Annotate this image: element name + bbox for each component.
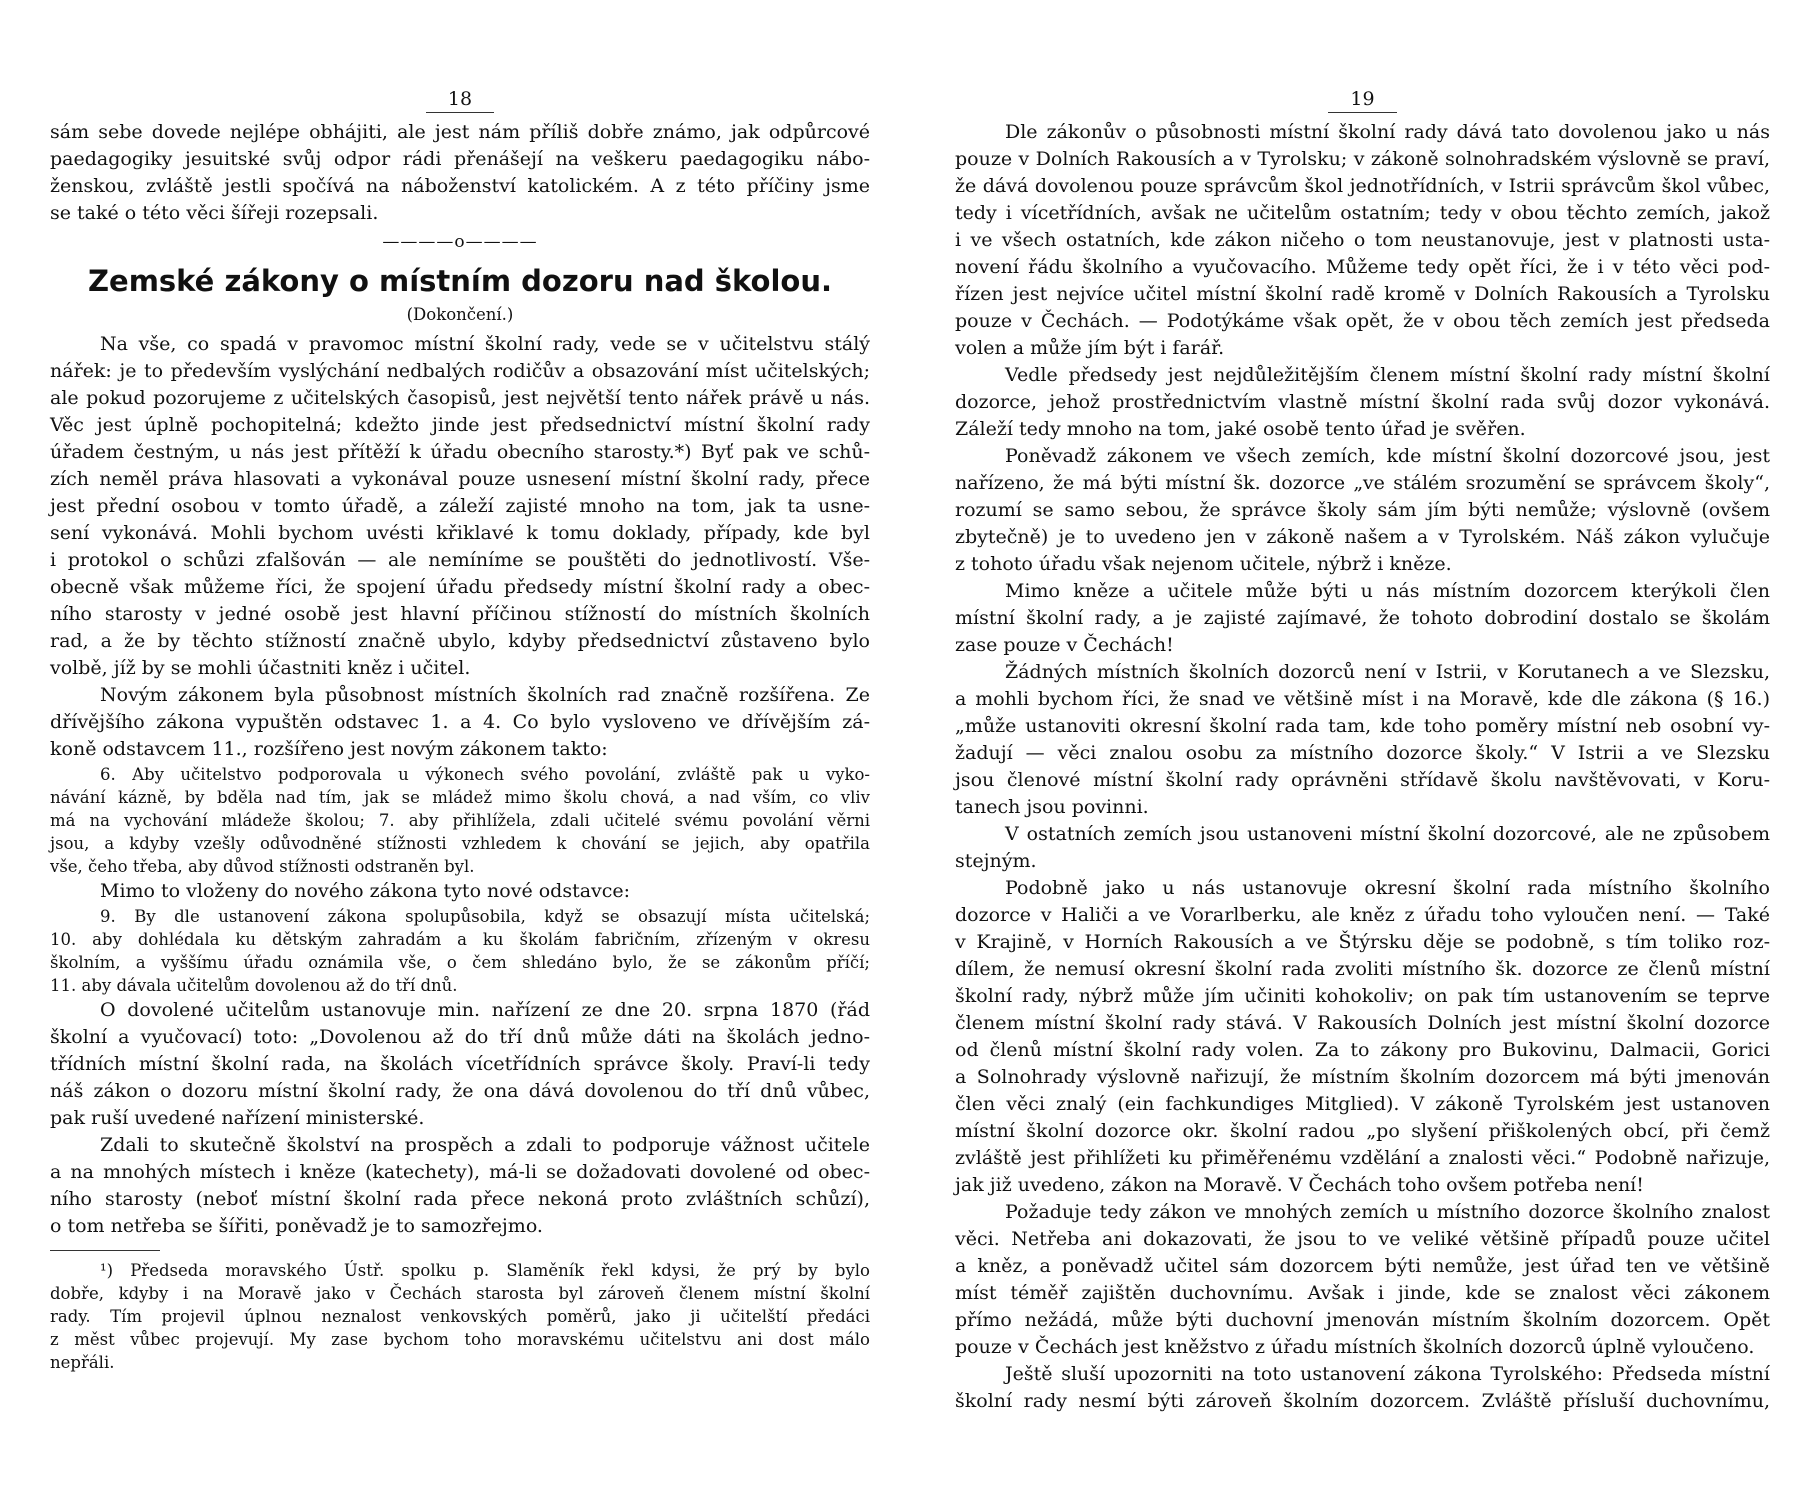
text-line: o tom netřeba se šířiti, poněvadž je to samozřejmo.: [50, 1215, 543, 1237]
paragraph: [955, 1199, 1770, 1361]
text-line: Dle zákonův o působnosti místní školní rady dává tato dovolenou jako u nás: [1005, 121, 1770, 143]
text-line: Mimo kněze a učitele může býti u nás místním dozorcem kterýkoli člen: [1005, 580, 1770, 602]
right-page: [955, 88, 1770, 1415]
paragraph: [50, 878, 870, 905]
text-line: stejným.: [955, 850, 1037, 872]
quoted-law-text: [50, 905, 870, 997]
text-line: dozorce v Haliči a ve Vorarlberku, ale kněz z úřadu toho vyloučen není. — Také: [955, 904, 1770, 926]
text-line: tedy i vícetřídních, avšak ne učitelům ostatním; tedy v obou těchto zemích, jakož: [955, 202, 1770, 224]
text-line: Poněvadž zákonem ve všech zemích, kde místní školní dozorcové jsou, jest: [1005, 445, 1770, 467]
text-line: vše, čeho třeba, aby důvod stížnosti odstraněn byl.: [50, 857, 475, 876]
text-line: jsou, a kdyby vzešly odůvodněné stížnosti vzhledem k chování se jejich, aby opatřila: [50, 834, 870, 853]
text-line: dozorce, jehož prostřednictvím vlastně místní školní rada svůj dozor vykonává.: [955, 391, 1770, 413]
text-line: míst téměř zajištěn duchovnímu. Avšak i jinde, kde se znalost věci zákonem: [955, 1282, 1770, 1304]
text-line: pouze v Čechách. — Podotýkáme však opět, že v obou těch zemích jest předseda: [955, 310, 1770, 332]
text-line: ale pokud pozorujeme z učitelských časopisů, jest největší tento nářek právě u nás.: [50, 387, 870, 409]
paragraph: [955, 875, 1770, 1199]
text-line: přímo nežádá, může býti duchovní jmenován místním školním dozorcem. Opět: [955, 1309, 1770, 1331]
paragraph: [50, 1132, 870, 1240]
text-line: tanech jsou povinni.: [955, 796, 1149, 818]
text-line: školní rady, nýbrž může jím učiniti kohokoliv; on pak tím ustanovením se teprve: [955, 985, 1770, 1007]
paragraph: [955, 362, 1770, 443]
text-line: školní a vyučovací) toto: „Dovolenou až do tří dnů může dáti na školách jedno-: [50, 1026, 870, 1048]
text-line: že dává dovolenou pouze správcům škol jednotřídních, v Istrii správcům škol vůbec,: [955, 175, 1770, 197]
text-line: 11. aby dávala učitelům dovolenou až do tří dnů.: [50, 976, 458, 995]
text-line: dobře, kdyby i na Moravě jako v Čechách starosta byl zároveň členem místní školní: [50, 1284, 870, 1303]
quoted-law-text: [50, 763, 870, 878]
text-line: má na vychování mládeže školou; 7. aby přihlížela, zdali učitelé svému povolání věrni: [50, 811, 870, 830]
text-line: rady. Tím projevil úplnou neznalost venkovských poměrů, jako ji učitelští předáci: [50, 1307, 870, 1326]
text-line: úřadem čestným, u nás jest přítěží k úřadu obecního starosty.*) Byť pak ve schů-: [50, 441, 870, 463]
text-line: volen a může jím být i farář.: [955, 337, 1225, 359]
article-heading: Zemské zákony o místním dozoru nad školou.: [88, 264, 832, 298]
text-line: O dovolené učitelům ustanovuje min. nařízení ze dne 20. srpna 1870 (řád: [100, 999, 870, 1021]
text-line: sení vykonává. Mohli bychom uvésti křiklavé k tomu doklady, případy, kde byl: [50, 522, 870, 544]
paragraph: [955, 578, 1770, 659]
text-line: a Solnohrady výslovně nařizují, že místním školním dozorcem má býti jmenován: [955, 1066, 1770, 1088]
text-line: obecně však můžeme říci, že spojení úřadu předsedy místní školní rady a obec-: [50, 576, 870, 598]
text-line: koně odstavcem 11., rozšířeno jest novým zákonem takto:: [50, 738, 608, 760]
text-line: a kněz, a poněvadž učitel sám dozorcem býti nemůže, jest úřad ten ve většině: [955, 1255, 1770, 1277]
text-line: zích neměl práva hlasovati a vykonával pouze usnesení místní školní rady, přece: [50, 468, 870, 490]
text-line: rad, a že by těchto stížností značně ubylo, kdyby předsednictví zůstaveno bylo: [50, 630, 870, 652]
text-line: jsou členové místní školní rady oprávněni střídavě školu navštěvovati, v Koru-: [955, 769, 1770, 791]
page-number: 18: [50, 88, 870, 113]
text-line: Podobně jako u nás ustanovuje okresní školní rada místního školního: [1005, 877, 1770, 899]
text-line: pouze v Čechách jest kněžstvo z úřadu místních školních dozorců úplně vyloučeno.: [955, 1336, 1755, 1358]
text-line: Na vše, co spadá v pravomoc místní školní rady, vede se v učitelstvu stálý: [100, 333, 870, 355]
text-line: místní školní dozorce okr. školní radou „po slyšení přiškolených obcí, při čemž: [955, 1120, 1770, 1142]
paragraph: [955, 443, 1770, 578]
text-line: paedagogiky jesuitské svůj odpor rádi přenášejí na veškeru paedagogiku nábo-: [50, 148, 870, 170]
text-line: věci. Netřeba ani dokazovati, že jsou to ve veliké většině případů pouze učitel: [955, 1228, 1770, 1250]
text-line: 10. aby dohlédala ku dětským zahradám a ku školám fabričním, zřízeným v okresu: [50, 930, 870, 949]
intro-paragraph: [50, 119, 870, 227]
text-line: i ve všech ostatních, kde zákon ničeho o tom neustanovuje, jest v platnosti usta-: [955, 229, 1770, 251]
text-line: v Krajině, v Horních Rakousích a ve Štýrsku děje se podobně, s tím toliko roz-: [955, 931, 1770, 953]
paragraph: [955, 1361, 1770, 1415]
text-line: řízen jest nejvíce učitel místní školní radě kromě v Dolních Rakousích a Tyrolsku: [955, 283, 1770, 305]
text-line: od členů místní školní rady volen. Za to zákony pro Bukovinu, Dalmacii, Gorici: [955, 1039, 1770, 1061]
text-line: nářek: je to především vyslýchání nedbalých rodičův a obsazování míst učitelských;: [50, 360, 870, 382]
text-line: z měst vůbec projevují. My zase bychom toho moravskému učitelstvu ani dost málo: [50, 1330, 870, 1349]
page-number: 19: [955, 88, 1770, 113]
text-line: školní rady nesmí býti zároveň školním dozorcem. Zvláště přísluší duchovnímu,: [955, 1390, 1770, 1412]
text-line: pak ruší uvedené nařízení ministerské.: [50, 1107, 425, 1129]
text-line: se také o této věci šířeji rozepsali.: [50, 202, 379, 224]
paragraph: [955, 821, 1770, 875]
text-line: Vedle předsedy jest nejdůležitějším členem místní školní rady místní školní: [1005, 364, 1770, 386]
text-line: ního starosty (neboť místní školní rada přece nekoná proto zvláštních schůzí),: [50, 1188, 870, 1210]
text-line: místní školní rady, a je zajisté zajímavé, že tohoto dobrodiní dostalo se školám: [955, 607, 1770, 629]
footnote: [50, 1259, 870, 1374]
text-line: sám sebe dovede nejlépe obhájiti, ale jest nám příliš dobře známo, jak odpůrcové: [50, 121, 870, 143]
text-line: ¹) Předseda moravského Ústř. spolku p. Slaměník řekl kdysi, že prý by bylo: [100, 1261, 870, 1280]
text-line: Novým zákonem byla působnost místních školních rad značně rozšířena. Ze: [100, 684, 870, 706]
article-subheading: (Dokončení.): [406, 305, 514, 324]
text-line: a mohli bychom říci, že snad ve většině míst i na Moravě, kde dle zákona (§ 16.): [955, 688, 1770, 710]
text-line: novení řádu školního a vyučovacího. Můžeme tedy opět říci, že i v této věci pod-: [955, 256, 1770, 278]
text-line: dílem, že nemusí okresní školní rada zvoliti místního šk. dozorce ze členů místní: [955, 958, 1770, 980]
text-line: třídních místní školní rada, na školách vícetřídních správce školy. Praví-li tedy: [50, 1053, 870, 1075]
text-line: ženskou, zvláště jestli spočívá na náboženství katolickém. A z této příčiny jsme: [50, 175, 870, 197]
paragraph: [50, 997, 870, 1132]
text-line: rozumí se samo sebou, že správce školy sám jím býti nemůže; výslovně (ovšem: [955, 499, 1770, 521]
text-line: dřívějšího zákona vypuštěn odstavec 1. a 4. Co bylo vysloveno ve dřívějším zá-: [50, 711, 870, 733]
text-line: V ostatních zemích jsou ustanoveni místní školní dozorcové, ale ne způsobem: [1005, 823, 1770, 845]
footnote-rule: [50, 1250, 160, 1251]
text-line: z tohoto úřadu však nejenom učitele, nýbrž i kněze.: [955, 553, 1452, 575]
text-line: žadují — věci znalou osobu za místního dozorce školy.“ V Istrii a ve Slezsku: [955, 742, 1770, 764]
text-line: „může ustanoviti okresní školní rada tam, kde toho poměry místní neb osobní vy-: [955, 715, 1770, 737]
paragraph: [955, 119, 1770, 362]
text-line: člen věci znalý (ein fachkundiges Mitglied). V zákoně Tyrolském jest ustanoven: [955, 1093, 1770, 1115]
text-line: návání kázně, by bděla nad tím, jak se mládež mimo školu chová, a nad vším, co vliv: [50, 788, 870, 807]
text-line: pouze v Dolních Rakousích a v Tyrolsku; v zákoně solnohradském výslovně se praví,: [955, 148, 1770, 170]
text-line: 9. By dle ustanovení zákona spolupůsobila, když se obsazují místa učitelská;: [100, 907, 870, 926]
paragraph: [955, 659, 1770, 821]
text-line: a na mnohých místech i kněze (katechety), má-li se dožadovati dovolené od obec-: [50, 1161, 870, 1183]
text-line: Mimo to vloženy do nového zákona tyto nové odstavce:: [100, 880, 631, 902]
text-line: Požaduje tedy zákon ve mnohých zemích u místního dozorce školního znalost: [1005, 1201, 1770, 1223]
text-line: ního starosty v jedné osobě jest hlavní příčinou stížností do místních školních: [50, 603, 870, 625]
text-line: školním, a vyššímu úřadu oznámila vše, o čem shledáno bylo, že se zákonům příčí;: [50, 953, 870, 972]
text-line: zvláště jest přihlížeti ku přiměřenému vzdělání a znalosti věci.“ Podobně nařizuje,: [955, 1147, 1770, 1169]
text-line: 6. Aby učitelstvo podporovala u výkonech svého povolání, zvláště pak u vyko-: [100, 765, 870, 784]
text-line: jest přední osobou v tomto úřadě, a záleží zajisté mnoho na tom, jak ta usne-: [50, 495, 870, 517]
text-line: nařízeno, že má býti místní šk. dozorce „ve stálém srozumění se správcem školy“,: [955, 472, 1770, 494]
text-line: i protokol o schůzi zfalšován — ale nemíníme se pouštěti do jednotlivostí. Vše-: [50, 549, 870, 571]
paragraph: [50, 682, 870, 763]
left-page: [50, 88, 870, 1374]
text-line: zbytečně) je to uvedeno jen v zákoně našem a v Tyrolském. Náš zákon vylučuje: [955, 526, 1770, 548]
section-separator: ————o————: [382, 232, 538, 252]
text-line: Věc jest úplně pochopitelná; kdežto jinde jest předsednictví místní školní rady: [50, 414, 870, 436]
text-line: volbě, jíž by se mohli účastniti kněz i učitel.: [50, 657, 471, 679]
text-line: nepřáli.: [50, 1353, 115, 1372]
text-line: náš zákon o dozoru místní školní rady, že ona dává dovolenou do tří dnů vůbec,: [50, 1080, 870, 1102]
text-line: Zdali to skutečně školství na prospěch a zdali to podporuje vážnost učitele: [100, 1134, 870, 1156]
text-line: Ještě sluší upozorniti na toto ustanovení zákona Tyrolského: Předseda místní: [1005, 1363, 1770, 1385]
text-line: členem místní školní rady stává. V Rakousích Dolních jest místní školní dozorce: [955, 1012, 1770, 1034]
text-line: Záleží tedy mnoho na tom, jaké osobě tento úřad je svěřen.: [955, 418, 1526, 440]
paragraph: [50, 331, 870, 682]
text-line: Žádných místních školních dozorců není v Istrii, v Korutanech a ve Slezsku,: [1005, 661, 1770, 683]
text-line: jak již uvedeno, zákon na Moravě. V Čechách toho ovšem potřeba není!: [955, 1174, 1644, 1196]
text-line: zase pouze v Čechách!: [955, 634, 1174, 656]
